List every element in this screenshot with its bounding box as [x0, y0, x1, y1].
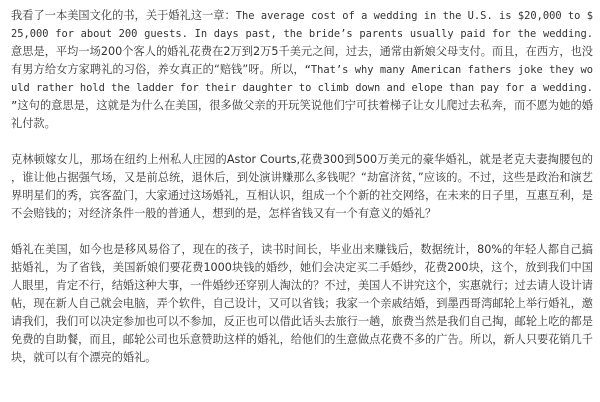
english-quote-fathers: “That’s why many American fathers joke they would rather hold the ladder for their daughter to climb down and elope than pay for a wedding. ”: [11, 64, 594, 112]
clinton-text: 克林顿嫁女儿，那场在纽约上州私人庄园的Astor Courts,花费300到500万美元的豪华婚礼，就是老克夫妻掏腰包的，谁让他占据强气场，又是前总统，退休后，到处演讲赚那么多钱呢？“劫富济贫，”应该的。不过，这些是政治和演艺界明星们的秀，宾客盈门，大家通过这场婚礼，互相认识，组成一个个新的社交网络，在未来的日子里，互惠互利，是不会赔钱的；对经济条件一般的普通人，想到的是，怎样省钱又有一个有意义的婚礼？: [11, 153, 593, 220]
paragraph-wedding-cost: [11, 7, 593, 133]
english-quote-cost: The average cost of a wedding in the U.S. is $20,000 to $25,000 for about 200 guests. In days past, the bride’s parents usually paid for the wedding.: [11, 10, 593, 40]
translation-text: 意思是，平均一场200个客人的婚礼花费在2万到2万5千美元之间，过去，通常由新娘父母支付。而且，在西方，也没有男方给女方家聘礼的习俗，养女真正的“赔钱”呀。所以，: [11, 45, 593, 76]
paragraph-clinton-wedding: [11, 151, 593, 223]
paragraph-spacer: [11, 133, 593, 151]
paragraph-spacer: [11, 223, 593, 241]
customs-text: 婚礼在美国，如今也是移风易俗了，现在的孩子，读书时间长，毕业出来赚钱后，数据统计，80%的年轻人都自己搞掂婚礼，为了省钱，美国新娘们要花费1000块钱的婚纱，她们会决定买二手婚纱，花费200块，这个，放到我们中国人眼里，肯定不行，结婚这种大事，一件婚纱还穿别人淘汰的？不过，美国人不讲究这个，实惠就行；过去请人设计请帖，现在新人自己就会电脑，弄个软件，自己设计，又可以省钱；我家一个亲戚结婚，到墨西哥湾邮轮上举行婚礼，邀请我们，我们可以决定参加也可以不参加，反正也可以借此话头去旅行一趟，旅费当然是我们自己掏，邮轮上吃的都是免费的自助餐，而且，邮轮公司也乐意赞助这样的婚礼，给他们的生意做点花费不多的广告。所以，新人只要花销几千块，就可以有个漂亮的婚礼。: [11, 243, 593, 364]
translation-fathers-text: 这句的意思是，这就是为什么在美国，很多做父亲的开玩笑说他们宁可扶着梯子让女儿爬过去私奔，而不愿为她的婚礼付款。: [11, 99, 593, 130]
paragraph-american-customs: [11, 241, 593, 367]
intro-text: 我看了一本美国文化的书，关于婚礼这一章：: [11, 9, 236, 22]
